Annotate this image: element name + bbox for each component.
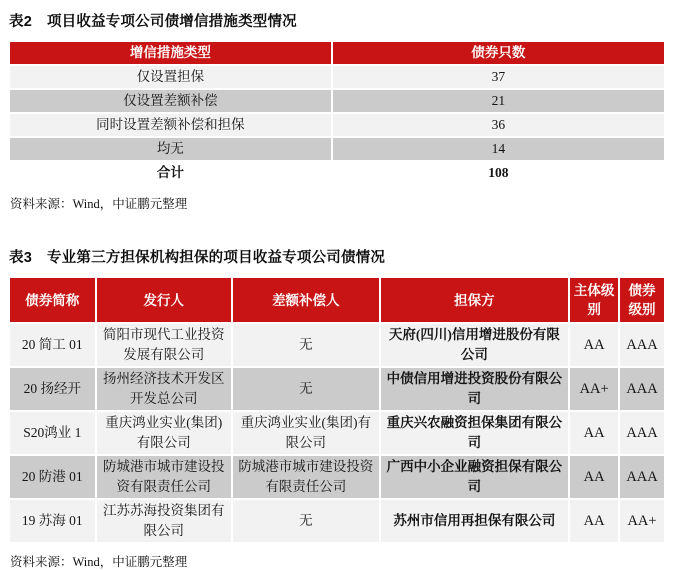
table-row bbox=[9, 455, 665, 499]
table-row bbox=[9, 65, 665, 89]
table3-header-row bbox=[9, 277, 665, 323]
measure-type-cell: 仅设置差额补偿 bbox=[9, 89, 332, 113]
compensator-cell: 无 bbox=[232, 499, 380, 543]
table2-header-row bbox=[9, 41, 665, 65]
bond-rating-cell: AAA bbox=[619, 455, 665, 499]
table3-header-bond-rating: 债券级别 bbox=[619, 277, 665, 323]
table-row bbox=[9, 137, 665, 161]
table3-tag: 表3 bbox=[9, 250, 32, 266]
table-row bbox=[9, 411, 665, 455]
issuer-cell: 江苏苏海投资集团有限公司 bbox=[96, 499, 232, 543]
measure-type-cell: 均无 bbox=[9, 137, 332, 161]
compensator-cell: 防城港市城市建设投资有限责任公司 bbox=[232, 455, 380, 499]
table2-title bbox=[9, 10, 666, 31]
table-row bbox=[9, 89, 665, 113]
compensator-cell: 无 bbox=[232, 323, 380, 367]
table3-header-issuer-rating: 主体级别 bbox=[569, 277, 619, 323]
table3 bbox=[8, 276, 666, 544]
bond-name-cell: 20 简工 01 bbox=[9, 323, 96, 367]
bond-count-cell: 14 bbox=[332, 137, 665, 161]
bond-rating-cell: AAA bbox=[619, 367, 665, 411]
guarantor-cell: 天府(四川)信用增进股份有限公司 bbox=[380, 323, 570, 367]
table2-tag: 表2 bbox=[9, 14, 32, 30]
guarantor-cell: 苏州市信用再担保有限公司 bbox=[380, 499, 570, 543]
issuer-rating-cell: AA bbox=[569, 499, 619, 543]
table2 bbox=[8, 40, 666, 186]
table3-title-text: 专业第三方担保机构担保的项目收益专项公司债情况 bbox=[46, 250, 386, 266]
compensator-cell: 无 bbox=[232, 367, 380, 411]
issuer-rating-cell: AA bbox=[569, 455, 619, 499]
issuer-cell: 重庆鸿业实业(集团)有限公司 bbox=[96, 411, 232, 455]
issuer-rating-cell: AA+ bbox=[569, 367, 619, 411]
bond-rating-cell: AA+ bbox=[619, 499, 665, 543]
issuer-cell: 防城港市城市建设投资有限责任公司 bbox=[96, 455, 232, 499]
table2-section bbox=[8, 10, 666, 212]
compensator-cell: 重庆鸿业实业(集团)有限公司 bbox=[232, 411, 380, 455]
table3-section bbox=[8, 246, 666, 570]
table3-title bbox=[9, 246, 666, 267]
table-row bbox=[9, 499, 665, 543]
table-total-row bbox=[9, 161, 665, 185]
table3-header-issuer: 发行人 bbox=[96, 277, 232, 323]
table3-header-compensator: 差额补偿人 bbox=[232, 277, 380, 323]
table-row bbox=[9, 113, 665, 137]
bond-count-cell: 37 bbox=[332, 65, 665, 89]
guarantor-cell: 广西中小企业融资担保有限公司 bbox=[380, 455, 570, 499]
bond-rating-cell: AAA bbox=[619, 411, 665, 455]
table-row bbox=[9, 367, 665, 411]
total-value-cell: 108 bbox=[332, 161, 665, 185]
table2-header-measure-type: 增信措施类型 bbox=[9, 41, 332, 65]
table3-header-bond-name: 债券简称 bbox=[9, 277, 96, 323]
bond-name-cell: 19 苏海 01 bbox=[9, 499, 96, 543]
issuer-cell: 简阳市现代工业投资发展有限公司 bbox=[96, 323, 232, 367]
issuer-cell: 扬州经济技术开发区开发总公司 bbox=[96, 367, 232, 411]
bond-count-cell: 21 bbox=[332, 89, 665, 113]
table3-header-guarantor: 担保方 bbox=[380, 277, 570, 323]
guarantor-cell: 中债信用增进投资股份有限公司 bbox=[380, 367, 570, 411]
table2-header-bond-count: 债券只数 bbox=[332, 41, 665, 65]
measure-type-cell: 仅设置担保 bbox=[9, 65, 332, 89]
table3-source: 资料来源：Wind，中证鹏元整理 bbox=[10, 555, 188, 569]
measure-type-cell: 同时设置差额补偿和担保 bbox=[9, 113, 332, 137]
bond-rating-cell: AAA bbox=[619, 323, 665, 367]
bond-name-cell: S20鸿业 1 bbox=[9, 411, 96, 455]
bond-name-cell: 20 扬经开 bbox=[9, 367, 96, 411]
table-row bbox=[9, 323, 665, 367]
guarantor-cell: 重庆兴农融资担保集团有限公司 bbox=[380, 411, 570, 455]
table2-title-text: 项目收益专项公司债增信措施类型情况 bbox=[46, 14, 297, 30]
bond-name-cell: 20 防港 01 bbox=[9, 455, 96, 499]
bond-count-cell: 36 bbox=[332, 113, 665, 137]
total-label-cell: 合计 bbox=[9, 161, 332, 185]
issuer-rating-cell: AA bbox=[569, 411, 619, 455]
issuer-rating-cell: AA bbox=[569, 323, 619, 367]
table2-source: 资料来源：Wind，中证鹏元整理 bbox=[10, 197, 188, 211]
